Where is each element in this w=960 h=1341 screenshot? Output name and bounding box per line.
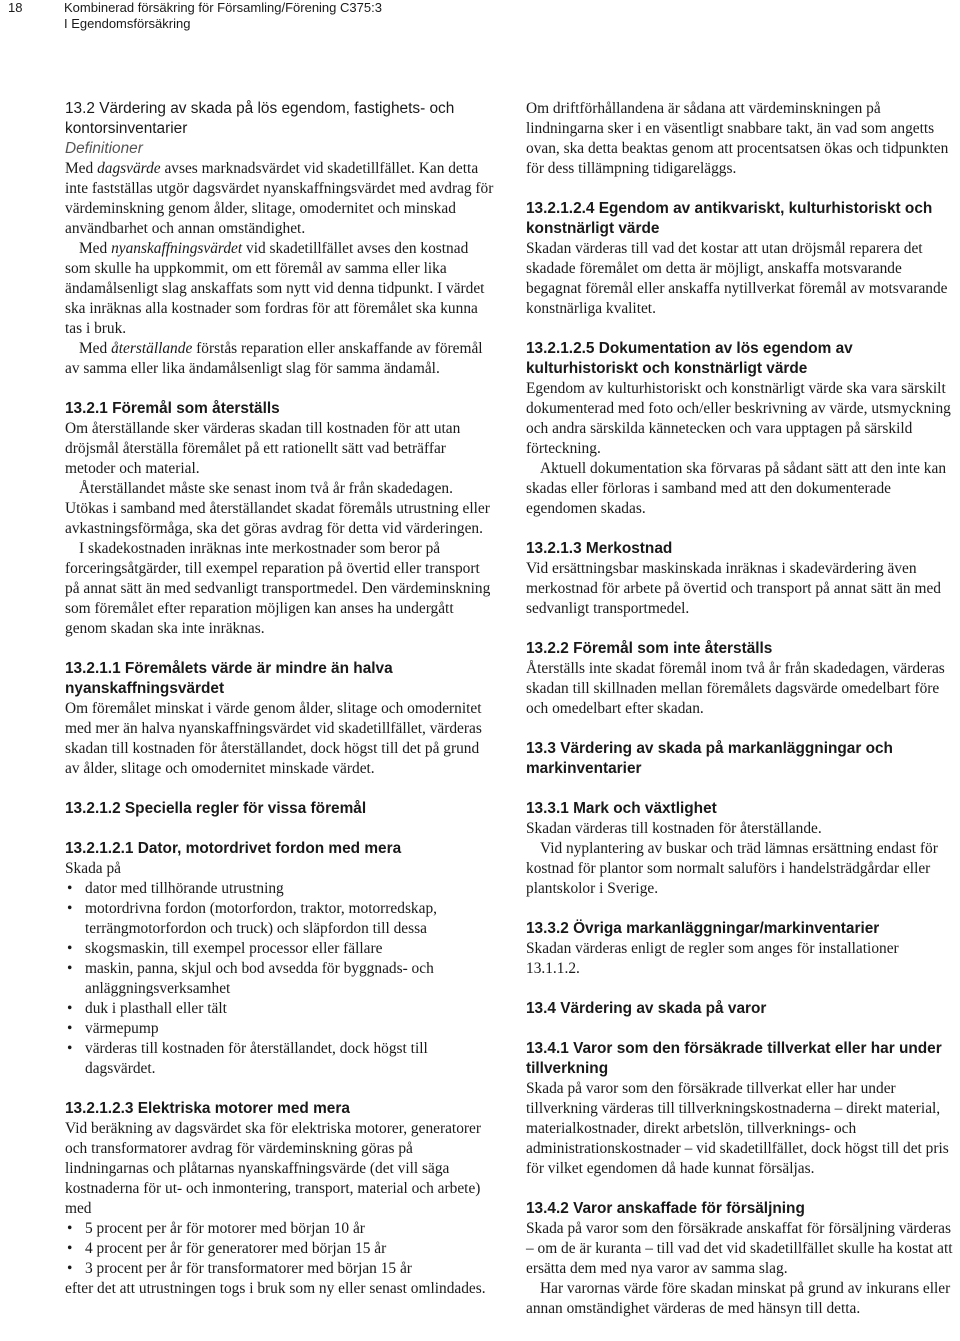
heading-13-4-1: 13.4.1 Varor som den försäkrade tillverkat eller har under tillverkning [526,1040,942,1077]
paragraph: Vid ersättningsbar maskinskada inräknas i skadevärdering även merkostnad för arbete på övertid och transport på annat sätt än med sedvanligt transportmedel. [526,560,941,617]
right-column [526,99,956,1319]
heading-13-3: 13.3 Värdering av skada på markanläggningar och markinventarier [526,740,893,777]
heading-13-2-1-2-5: 13.2.1.2.5 Dokumentation av lös egendom av kulturhistoriskt och konstnärligt värde [526,340,853,377]
list-item: • 5 procent per år för motorer med början 10 år [65,1219,495,1239]
document-section: I Egendomsförsäkring [64,16,191,31]
paragraph: Skada på varor som den försäkrade tillverkat eller har under tillverkning värderas till tillverkningskostnaderna – direkt material, materialkostnader, direkt arbetslön, tillverknings- och administrationskostnader – vid skadetillfället, dock högst till det pris för vilket egendomen då hade kunnat försäljas. [526,1080,949,1177]
paragraph: Aktuell dokumentation ska förvaras på sådant sätt att den inte kan skadas eller förloras i samband med att den dokumenterade egendomen skadas. [526,460,947,517]
paragraph: I skadekostnaden inräknas inte merkostnader som beror på forceringsåtgärder, till exempel reparation på övertid eller transport på annat sätt än med sedvanligt transportmedel. Den värdeminskning som föremålet efter reparation möjligen kan anses ha undergått genom skadan ska inte inräknas. [65,540,491,637]
heading-13-2-1: 13.2.1 Föremål som återställs [65,400,280,417]
list-item: • värderas till kostnaden för återställandet, dock högst till dagsvärdet. [65,1039,495,1079]
heading-13-2-1-3: 13.2.1.3 Merkostnad [526,540,673,557]
paragraph: Med dagsvärde avses marknadsvärdet vid skadetillfället. Kan detta inte fastställas utgör dagsvärdet nyanskaffningsvärdet med avdrag för värdeminskning genom ålder, slitage, omodernitet och minskad användbarhet och annan omständighet. [65,160,494,237]
paragraph: Skadan värderas till kostnaden för återställande. [526,820,822,837]
list-item: • värmepump [65,1019,495,1039]
heading-13-4: 13.4 Värdering av skada på varor [526,1000,767,1017]
paragraph: Skada på varor som den försäkrade anskaffat för försäljning värderas – om de är kuranta – till vad det vid skadetillfället skulle ha kostat att ersätta dem med nya varor av samma slag. [526,1220,953,1277]
paragraph: Om återställande sker värderas skadan till kostnaden för att utan dröjsmål återställa föremålet på ett rationellt sätt vad beträffar metoder och material. [65,420,461,477]
heading-13-3-2: 13.3.2 Övriga markanläggningar/markinventarier [526,920,880,937]
bullet-list [65,879,495,1079]
list-item: • 4 procent per år för generatorer med början 15 år [65,1239,495,1259]
heading-13-2: 13.2 Värdering av skada på lös egendom, fastighets- och kontorsinventarier [65,100,455,137]
heading-13-2-1-2-3: 13.2.1.2.3 Elektriska motorer med mera [65,1100,350,1117]
list-item: • maskin, panna, skjul och bod avsedda för byggnads- och anläggningsverksamhet [65,959,495,999]
heading-13-4-2: 13.4.2 Varor anskaffade för försäljning [526,1200,805,1217]
paragraph: Skadan värderas enligt de regler som anges för installationer 13.1.1.2. [526,940,899,977]
paragraph: Med nyanskaffningsvärdet vid skadetillfället avses den kostnad som skulle ha uppkommit, om ett föremål av samma eller lika ändamålsenligt slag anskaffats som nytt vid denna tidpunkt. I värdet ska inräknas alla kostnader som fordras för att föremålet ska kunna tas i bruk. [65,240,485,337]
paragraph: Om driftförhållandena är sådana att värdeminskningen på lindningarna sker i en väsentligt snabbare takt, än vad som angetts ovan, ska detta beaktas genom att procentsatsen ökas och tidpunkten för dess tillämpning tidigareläggs. [526,100,949,177]
heading-13-2-1-1: 13.2.1.1 Föremålets värde är mindre än halva nyanskaffningsvärdet [65,660,393,697]
paragraph: Återställs inte skadat föremål inom två år från skadedagen, värderas skadan till skillnaden mellan föremålets dagsvärde omedelbart före och omedelbart efter skadan. [526,660,945,717]
definitions-label: Definitioner [65,140,143,157]
bullet-list [65,1219,495,1279]
heading-13-2-1-2-1: 13.2.1.2.1 Dator, motordrivet fordon med mera [65,840,402,857]
heading-13-2-1-2: 13.2.1.2 Speciella regler för vissa föremål [65,800,367,817]
paragraph: Om föremålet minskat i värde genom ålder, slitage och omodernitet med mer än halva nyanskaffningsvärdet vid skadetillfället, värderas skadan till kostnaden för återställandet, dock högst till det på grund av ålder, slitage och omodernitet minskade värdet. [65,700,482,777]
paragraph: Har varornas värde före skadan minskat på grund av inkurans eller annan omständighet värderas de med hänsyn till detta. [526,1280,951,1317]
paragraph: Vid beräkning av dagsvärdet ska för elektriska motorer, generatorer och transformatorer avdrag för värdeminskning göras på lindningarnas och plåtarnas nyanskaffningsvärde (det vill säga kostnaderna för ut- och inmontering, transport, material och arbete) med [65,1120,481,1217]
paragraph: Återställandet måste ske senast inom två år från skadedagen. [79,480,453,497]
paragraph: Utökas i samband med återställandet skadat föremåls utrustning eller avkastningsförmåga, ska det göras avdrag för detta vid värderingen. [65,500,490,537]
list-item: • dator med tillhörande utrustning [65,879,495,899]
document-title: Kombinerad försäkring för Församling/Förening C375:3 [64,0,382,15]
page-number: 18 [8,0,23,15]
list-item: • skogsmaskin, till exempel processor eller fällare [65,939,495,959]
list-item: • 3 procent per år för transformatorer med början 15 år [65,1259,495,1279]
paragraph: efter det att utrustningen togs i bruk som ny eller senast omlindades. [65,1280,486,1297]
paragraph: Skada på [65,860,121,877]
list-item: • duk i plasthall eller tält [65,999,495,1019]
heading-13-2-2: 13.2.2 Föremål som inte återställs [526,640,773,657]
paragraph: Skadan värderas till vad det kostar att utan dröjsmål reparera det skadade föremålet om detta är möjligt, anskaffa motsvarande begagnat föremål eller anskaffa nytillverkat föremål av motsvarande konstnärliga kvalitet. [526,240,948,317]
paragraph: Vid nyplantering av buskar och träd lämnas ersättning endast för kostnad för plantor som normalt saluförs i handelsträdgårdar eller plantskolor i Sverige. [526,840,938,897]
heading-13-2-1-2-4: 13.2.1.2.4 Egendom av antikvariskt, kulturhistoriskt och konstnärligt värde [526,200,933,237]
left-column [65,99,495,1299]
paragraph: Med återställande förstås reparation eller anskaffande av föremål av samma eller lika ändamålsenligt slag för samma ändamål. [65,340,483,377]
paragraph: Egendom av kulturhistoriskt och konstnärligt värde ska vara särskilt dokumenterad med foto och/eller beskrivning av värde, utsmyckning och andra särskilda kännetecken och vara upptagen på särskild förteckning. [526,380,951,457]
heading-13-3-1: 13.3.1 Mark och växtlighet [526,800,717,817]
list-item: • motordrivna fordon (motorfordon, traktor, motorredskap, terrängmotorfordon och truck) och släpfordon till dessa [65,899,495,939]
